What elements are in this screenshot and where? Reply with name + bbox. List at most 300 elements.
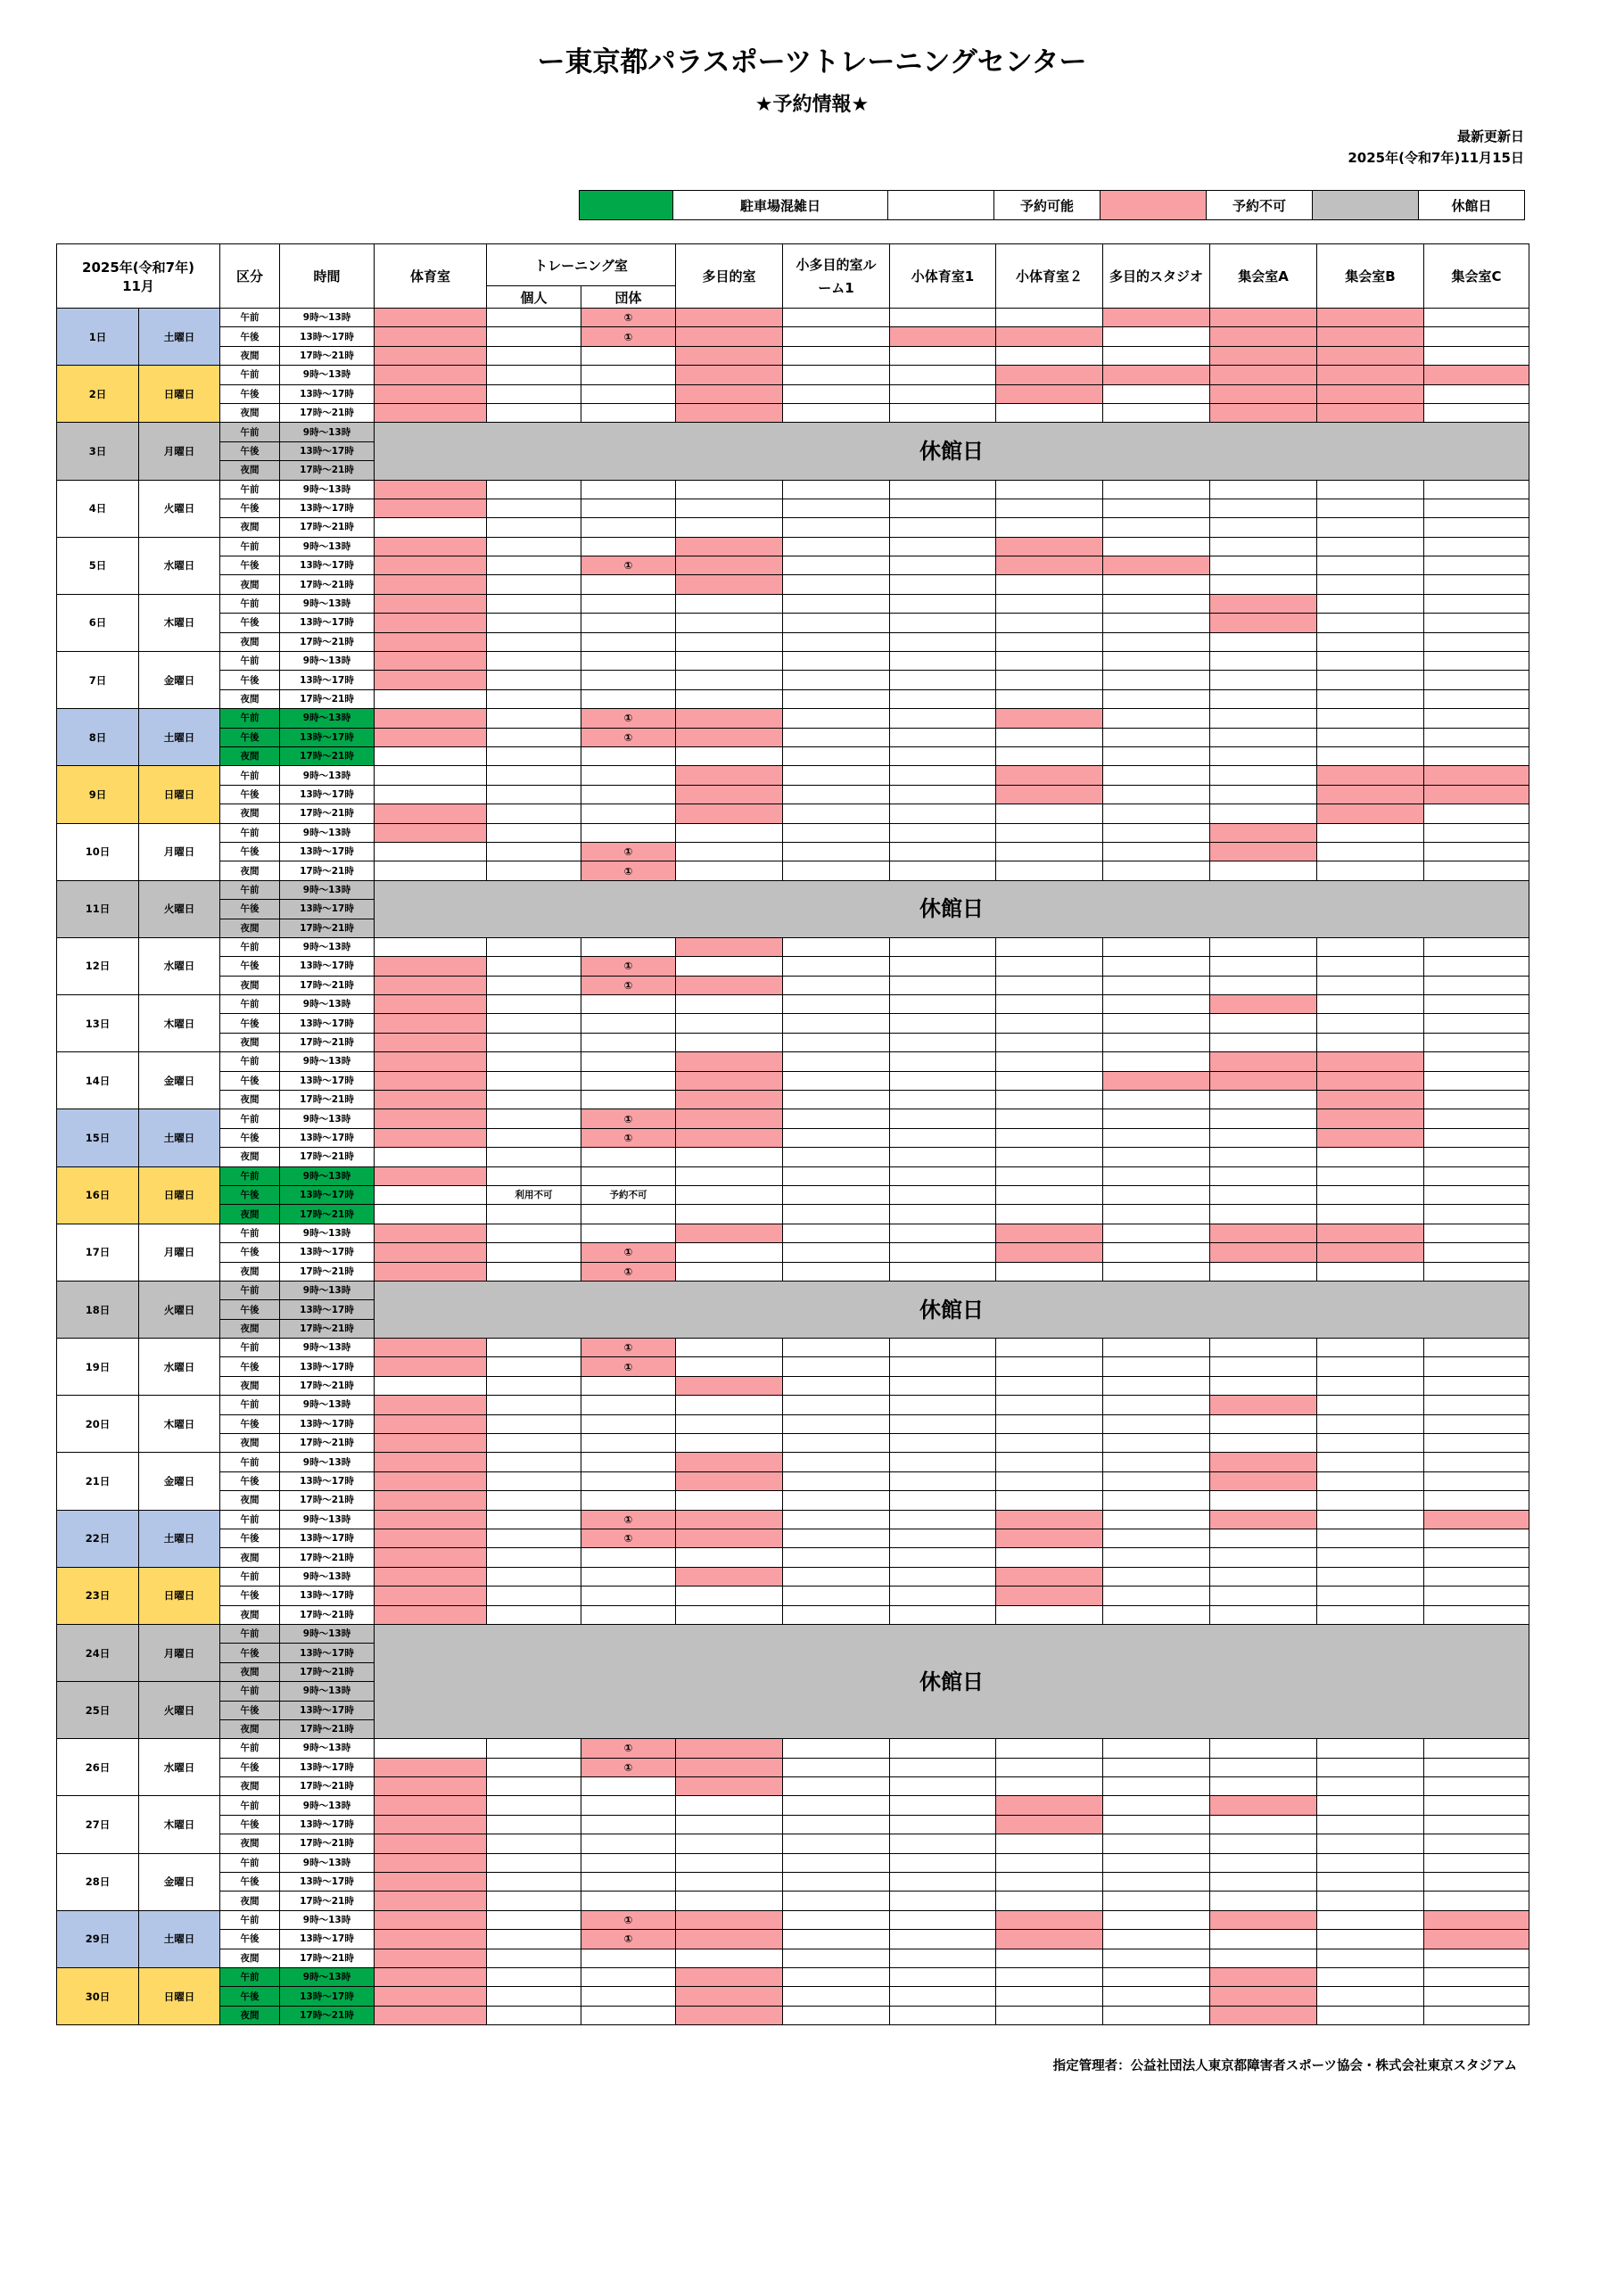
cell-gym — [375, 823, 487, 842]
cell-multipurpose — [676, 1739, 783, 1758]
cell-multipurpose — [676, 746, 783, 765]
cell-training-individual — [487, 518, 581, 537]
cell-meeting-b — [1317, 766, 1424, 785]
cell-small-multipurpose — [783, 1834, 890, 1853]
cell-small-multipurpose — [783, 1052, 890, 1071]
table-row — [57, 652, 1529, 671]
cell-studio — [1103, 1834, 1210, 1853]
cell-small-gym-2 — [996, 1949, 1103, 1967]
cell-meeting-b — [1317, 823, 1424, 842]
cell-meeting-a — [1210, 842, 1317, 861]
page-subtitle: ★予約情報★ — [754, 94, 870, 116]
cell-training-group: ① — [581, 1910, 676, 1929]
cell-small-gym-2 — [996, 1930, 1103, 1949]
cell-studio — [1103, 1987, 1210, 2006]
cell-small-gym-1 — [890, 1148, 996, 1166]
period-name: 午後 — [220, 1873, 280, 1892]
cell-meeting-b — [1317, 689, 1424, 708]
cell-small-gym-2 — [996, 346, 1103, 365]
period-time: 17時～21時 — [280, 689, 375, 708]
cell-small-gym-2 — [996, 728, 1103, 746]
cell-meeting-c — [1424, 518, 1529, 537]
period-name: 午後 — [220, 499, 280, 517]
day-label: 19日 — [57, 1339, 139, 1396]
cell-training-individual — [487, 1052, 581, 1071]
period-name: 午前 — [220, 1739, 280, 1758]
cell-training-individual — [487, 1930, 581, 1949]
period-time: 13時～17時 — [280, 1243, 375, 1262]
period-time: 9時～13時 — [280, 1567, 375, 1586]
period-time: 9時～13時 — [280, 1109, 375, 1128]
cell-small-gym-2 — [996, 1357, 1103, 1376]
cell-training-individual — [487, 861, 581, 880]
cell-studio — [1103, 1376, 1210, 1395]
cell-training-individual — [487, 1567, 581, 1586]
cell-meeting-a — [1210, 1396, 1317, 1414]
cell-meeting-a — [1210, 1224, 1317, 1242]
cell-meeting-c — [1424, 594, 1529, 613]
cell-multipurpose — [676, 1471, 783, 1490]
day-of-week: 水曜日 — [139, 937, 220, 994]
period-time: 17時～21時 — [280, 1205, 375, 1224]
cell-training-group — [581, 1987, 676, 2006]
period-time: 9時～13時 — [280, 1967, 375, 1986]
footer-operator: 指定管理者：公益社団法人東京都障害者スポーツ協会・株式会社東京スタジアム — [1052, 2059, 1517, 2073]
cell-studio — [1103, 823, 1210, 842]
cell-gym — [375, 594, 487, 613]
table-row — [57, 1033, 1529, 1051]
cell-studio — [1103, 1033, 1210, 1051]
cell-meeting-b — [1317, 652, 1424, 671]
cell-studio — [1103, 976, 1210, 994]
cell-training-individual — [487, 384, 581, 403]
cell-studio — [1103, 1434, 1210, 1453]
cell-training-individual — [487, 1892, 581, 1910]
cell-small-gym-2 — [996, 785, 1103, 804]
table-row — [57, 823, 1529, 842]
header-room-studio: 多目的スタジオ — [1103, 244, 1210, 309]
cell-small-gym-2 — [996, 1873, 1103, 1892]
cell-training-group — [581, 366, 676, 384]
cell-meeting-a — [1210, 804, 1317, 823]
cell-multipurpose — [676, 995, 783, 1014]
cell-small-multipurpose — [783, 575, 890, 594]
period-time: 9時～13時 — [280, 537, 375, 556]
cell-training-group: 予約不可 — [581, 1185, 676, 1204]
cell-meeting-b — [1317, 518, 1424, 537]
table-row — [57, 1414, 1529, 1433]
cell-training-individual — [487, 1396, 581, 1414]
table-row — [57, 1777, 1529, 1796]
cell-gym — [375, 384, 487, 403]
period-time: 13時～17時 — [280, 1587, 375, 1605]
period-name: 午後 — [220, 1357, 280, 1376]
cell-meeting-b — [1317, 1987, 1424, 2006]
cell-meeting-c — [1424, 556, 1529, 575]
cell-studio — [1103, 1071, 1210, 1090]
cell-training-individual — [487, 403, 581, 422]
day-of-week: 水曜日 — [139, 1739, 220, 1796]
cell-small-gym-1 — [890, 346, 996, 365]
cell-training-group — [581, 1567, 676, 1586]
period-name: 午後 — [220, 1243, 280, 1262]
cell-training-group — [581, 1949, 676, 1967]
cell-meeting-a — [1210, 766, 1317, 785]
cell-gym — [375, 1091, 487, 1109]
table-row — [57, 995, 1529, 1014]
day-label: 5日 — [57, 537, 139, 594]
cell-meeting-b — [1317, 1185, 1424, 1204]
cell-small-multipurpose — [783, 1491, 890, 1510]
cell-meeting-c — [1424, 1777, 1529, 1796]
cell-gym — [375, 1548, 487, 1567]
period-time: 17時～21時 — [280, 1262, 375, 1281]
closed-day-banner: 休館日 — [375, 423, 1529, 480]
period-name: 午前 — [220, 1853, 280, 1872]
cell-gym — [375, 1567, 487, 1586]
period-name: 午後 — [220, 1815, 280, 1834]
header-kubun: 区分 — [220, 244, 280, 309]
period-time: 17時～21時 — [280, 1319, 375, 1338]
cell-multipurpose — [676, 842, 783, 861]
period-name: 夜間 — [220, 804, 280, 823]
period-time: 13時～17時 — [280, 1185, 375, 1204]
period-time: 9時～13時 — [280, 1453, 375, 1471]
cell-studio — [1103, 957, 1210, 976]
cell-small-gym-2 — [996, 1758, 1103, 1776]
table-row — [57, 1243, 1529, 1262]
cell-training-group — [581, 1376, 676, 1395]
cell-meeting-a — [1210, 614, 1317, 632]
cell-training-individual — [487, 1471, 581, 1490]
period-name: 午後 — [220, 1014, 280, 1033]
cell-meeting-a — [1210, 1987, 1317, 2006]
cell-meeting-b — [1317, 1205, 1424, 1224]
period-name: 午後 — [220, 842, 280, 861]
cell-meeting-a — [1210, 575, 1317, 594]
day-label: 21日 — [57, 1453, 139, 1510]
table-row — [57, 1224, 1529, 1242]
cell-small-multipurpose — [783, 746, 890, 765]
cell-small-multipurpose — [783, 1091, 890, 1109]
cell-small-gym-1 — [890, 1949, 996, 1967]
cell-small-gym-1 — [890, 1758, 996, 1776]
cell-small-gym-1 — [890, 976, 996, 994]
cell-meeting-a — [1210, 1109, 1317, 1128]
cell-meeting-a — [1210, 652, 1317, 671]
table-row — [57, 327, 1529, 346]
cell-gym — [375, 518, 487, 537]
table-row — [57, 1567, 1529, 1586]
cell-studio — [1103, 1185, 1210, 1204]
table-row — [57, 518, 1529, 537]
period-time: 13時～17時 — [280, 1529, 375, 1548]
day-label: 16日 — [57, 1166, 139, 1224]
cell-multipurpose — [676, 1224, 783, 1242]
cell-small-gym-2 — [996, 499, 1103, 517]
cell-multipurpose — [676, 384, 783, 403]
cell-training-group — [581, 1014, 676, 1033]
cell-small-gym-2 — [996, 1014, 1103, 1033]
period-name: 午後 — [220, 1300, 280, 1319]
cell-small-gym-2 — [996, 842, 1103, 861]
table-row — [57, 785, 1529, 804]
cell-training-individual — [487, 1071, 581, 1090]
legend-unavailable-label: 予約不可 — [1207, 191, 1313, 220]
cell-meeting-b — [1317, 1796, 1424, 1815]
period-name: 午前 — [220, 880, 280, 899]
cell-training-individual — [487, 1491, 581, 1510]
period-time: 13時～17時 — [280, 842, 375, 861]
cell-meeting-c — [1424, 652, 1529, 671]
cell-meeting-c — [1424, 1853, 1529, 1872]
cell-small-multipurpose — [783, 1873, 890, 1892]
cell-gym — [375, 1949, 487, 1967]
cell-meeting-b — [1317, 403, 1424, 422]
day-label: 25日 — [57, 1682, 139, 1739]
cell-small-multipurpose — [783, 632, 890, 651]
day-of-week: 土曜日 — [139, 309, 220, 366]
cell-meeting-a — [1210, 1128, 1317, 1147]
period-time: 17時～21時 — [280, 346, 375, 365]
cell-meeting-b — [1317, 1243, 1424, 1262]
cell-meeting-c — [1424, 1510, 1529, 1529]
cell-meeting-c — [1424, 785, 1529, 804]
cell-meeting-b — [1317, 1109, 1424, 1128]
cell-meeting-c — [1424, 1796, 1529, 1815]
cell-meeting-c — [1424, 1491, 1529, 1510]
cell-gym — [375, 728, 487, 746]
cell-gym — [375, 1166, 487, 1185]
cell-small-gym-2 — [996, 995, 1103, 1014]
cell-meeting-a — [1210, 689, 1317, 708]
period-time: 13時～17時 — [280, 957, 375, 976]
table-row — [57, 1453, 1529, 1471]
cell-small-gym-2 — [996, 1396, 1103, 1414]
table-row — [57, 1739, 1529, 1758]
cell-gym — [375, 480, 487, 499]
cell-small-multipurpose — [783, 671, 890, 689]
period-name: 午前 — [220, 1453, 280, 1471]
period-time: 17時～21時 — [280, 976, 375, 994]
period-name: 午後 — [220, 1987, 280, 2006]
period-time: 9時～13時 — [280, 594, 375, 613]
period-name: 夜間 — [220, 1376, 280, 1395]
cell-meeting-a — [1210, 327, 1317, 346]
table-row — [57, 842, 1529, 861]
period-name: 夜間 — [220, 632, 280, 651]
cell-gym — [375, 403, 487, 422]
cell-meeting-a — [1210, 1243, 1317, 1262]
cell-meeting-b — [1317, 1529, 1424, 1548]
cell-meeting-c — [1424, 1185, 1529, 1204]
cell-multipurpose — [676, 499, 783, 517]
day-label: 1日 — [57, 309, 139, 366]
cell-gym — [375, 1109, 487, 1128]
cell-training-individual — [487, 1453, 581, 1471]
period-name: 午前 — [220, 1510, 280, 1529]
cell-small-gym-1 — [890, 1834, 996, 1853]
cell-small-multipurpose — [783, 309, 890, 327]
cell-training-group: ① — [581, 1510, 676, 1529]
period-time: 17時～21時 — [280, 1033, 375, 1051]
cell-meeting-a — [1210, 1949, 1317, 1967]
cell-meeting-c — [1424, 499, 1529, 517]
day-label: 26日 — [57, 1739, 139, 1796]
table-row — [57, 1091, 1529, 1109]
period-time: 13時～17時 — [280, 1300, 375, 1319]
cell-multipurpose — [676, 537, 783, 556]
legend-parking-swatch — [580, 191, 673, 220]
cell-meeting-a — [1210, 861, 1317, 880]
cell-training-individual — [487, 1014, 581, 1033]
cell-small-gym-2 — [996, 1091, 1103, 1109]
period-time: 13時～17時 — [280, 1758, 375, 1776]
table-row — [57, 1967, 1529, 1986]
cell-multipurpose — [676, 937, 783, 956]
cell-gym — [375, 1434, 487, 1453]
period-name: 午後 — [220, 556, 280, 575]
cell-meeting-b — [1317, 1033, 1424, 1051]
cell-meeting-c — [1424, 1339, 1529, 1357]
period-time: 13時～17時 — [280, 1014, 375, 1033]
period-name: 午前 — [220, 937, 280, 956]
cell-small-multipurpose — [783, 1033, 890, 1051]
day-of-week: 金曜日 — [139, 1453, 220, 1510]
cell-small-gym-2 — [996, 537, 1103, 556]
cell-multipurpose — [676, 1910, 783, 1929]
period-time: 17時～21時 — [280, 1777, 375, 1796]
cell-studio — [1103, 1166, 1210, 1185]
table-row — [57, 1796, 1529, 1815]
cell-gym — [375, 327, 487, 346]
period-name: 夜間 — [220, 1091, 280, 1109]
cell-small-multipurpose — [783, 346, 890, 365]
cell-studio — [1103, 384, 1210, 403]
cell-small-multipurpose — [783, 537, 890, 556]
period-time: 17時～21時 — [280, 861, 375, 880]
cell-training-group — [581, 614, 676, 632]
period-time: 13時～17時 — [280, 1128, 375, 1147]
cell-small-gym-1 — [890, 785, 996, 804]
cell-meeting-a — [1210, 1548, 1317, 1567]
cell-meeting-b — [1317, 1396, 1424, 1414]
cell-meeting-c — [1424, 1014, 1529, 1033]
header-training-group: 団体 — [581, 286, 676, 309]
cell-small-gym-1 — [890, 2006, 996, 2024]
cell-gym — [375, 995, 487, 1014]
cell-studio — [1103, 1224, 1210, 1242]
period-name: 午前 — [220, 766, 280, 785]
cell-meeting-b — [1317, 632, 1424, 651]
day-of-week: 木曜日 — [139, 1796, 220, 1853]
cell-training-individual — [487, 1109, 581, 1128]
cell-meeting-c — [1424, 1739, 1529, 1758]
cell-small-gym-2 — [996, 1166, 1103, 1185]
cell-training-individual — [487, 1033, 581, 1051]
table-row — [57, 1873, 1529, 1892]
cell-training-group — [581, 1892, 676, 1910]
cell-multipurpose — [676, 1605, 783, 1624]
cell-gym — [375, 1892, 487, 1910]
cell-training-individual — [487, 1548, 581, 1567]
cell-studio — [1103, 1205, 1210, 1224]
cell-training-group: ① — [581, 976, 676, 994]
cell-studio — [1103, 1529, 1210, 1548]
cell-meeting-b — [1317, 746, 1424, 765]
period-name: 夜間 — [220, 1033, 280, 1051]
period-name: 夜間 — [220, 1205, 280, 1224]
cell-studio — [1103, 327, 1210, 346]
cell-meeting-b — [1317, 1052, 1424, 1071]
cell-small-multipurpose — [783, 1224, 890, 1242]
table-row — [57, 1605, 1529, 1624]
cell-small-multipurpose — [783, 1529, 890, 1548]
cell-small-gym-2 — [996, 1109, 1103, 1128]
cell-training-individual — [487, 842, 581, 861]
period-time: 13時～17時 — [280, 327, 375, 346]
cell-training-individual — [487, 632, 581, 651]
cell-gym — [375, 1185, 487, 1204]
cell-gym — [375, 957, 487, 976]
cell-meeting-b — [1317, 1166, 1424, 1185]
cell-small-multipurpose — [783, 1205, 890, 1224]
cell-meeting-a — [1210, 1815, 1317, 1834]
cell-meeting-b — [1317, 842, 1424, 861]
cell-small-gym-2 — [996, 957, 1103, 976]
cell-meeting-c — [1424, 327, 1529, 346]
cell-small-gym-2 — [996, 823, 1103, 842]
cell-multipurpose — [676, 1873, 783, 1892]
cell-studio — [1103, 1014, 1210, 1033]
table-row — [57, 1624, 1529, 1643]
period-name: 午後 — [220, 957, 280, 976]
cell-meeting-b — [1317, 1471, 1424, 1490]
cell-small-gym-2 — [996, 1548, 1103, 1567]
cell-meeting-c — [1424, 632, 1529, 651]
period-name: 午前 — [220, 1624, 280, 1643]
legend-unavailable-swatch — [1101, 191, 1207, 220]
cell-small-gym-2 — [996, 1339, 1103, 1357]
cell-small-gym-1 — [890, 804, 996, 823]
cell-small-multipurpose — [783, 594, 890, 613]
header-time: 時間 — [280, 244, 375, 309]
period-time: 17時～21時 — [280, 1949, 375, 1967]
period-name: 午前 — [220, 1567, 280, 1586]
cell-small-gym-2 — [996, 861, 1103, 880]
day-label: 6日 — [57, 594, 139, 651]
cell-training-group: ① — [581, 327, 676, 346]
cell-meeting-a — [1210, 2006, 1317, 2024]
cell-multipurpose — [676, 1967, 783, 1986]
cell-small-gym-2 — [996, 556, 1103, 575]
table-row — [57, 1262, 1529, 1281]
cell-multipurpose — [676, 1491, 783, 1510]
cell-meeting-c — [1424, 1910, 1529, 1929]
cell-studio — [1103, 1396, 1210, 1414]
cell-training-group — [581, 1605, 676, 1624]
cell-small-multipurpose — [783, 1014, 890, 1033]
cell-gym — [375, 556, 487, 575]
cell-training-group: ① — [581, 1357, 676, 1376]
table-row — [57, 937, 1529, 956]
cell-small-multipurpose — [783, 1777, 890, 1796]
period-name: 夜間 — [220, 1262, 280, 1281]
day-label: 2日 — [57, 366, 139, 423]
cell-small-multipurpose — [783, 995, 890, 1014]
closed-day-banner: 休館日 — [375, 1624, 1529, 1738]
cell-meeting-c — [1424, 1033, 1529, 1051]
